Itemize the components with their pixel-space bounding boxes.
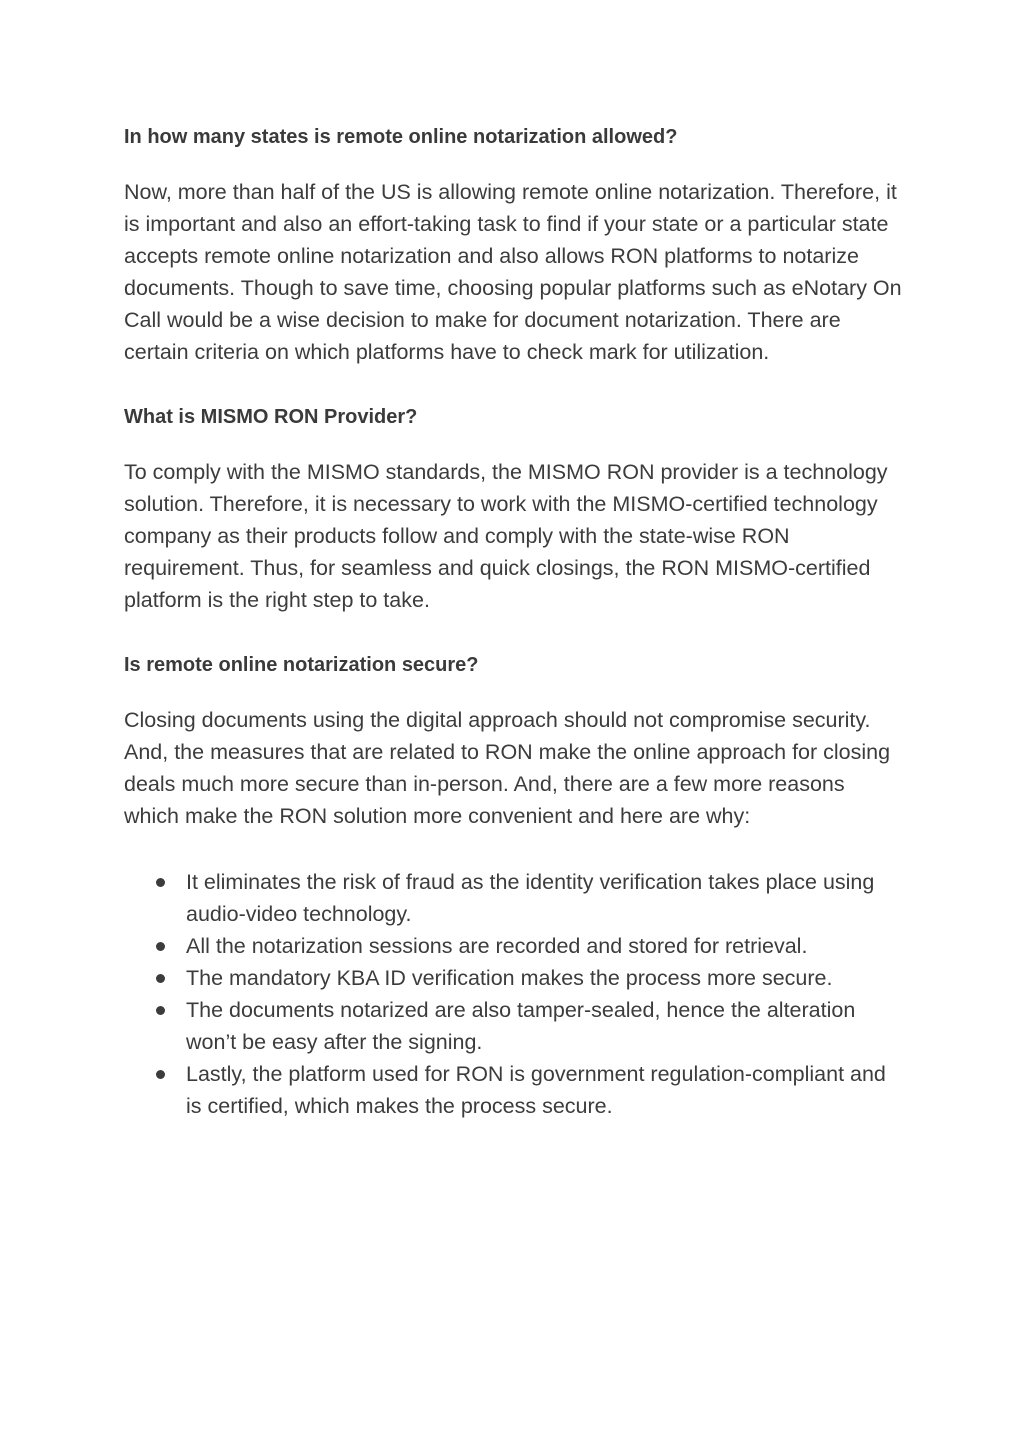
section-heading-states: In how many states is remote online notarization allowed?	[124, 126, 678, 148]
section-paragraph-security: Closing documents using the digital approach should not compromise security. And, the measures that are related to RON make the online approach for closing deals much more secure than in-person. And, there are a few more reasons which make the RON solution more convenient and here are why:	[124, 708, 891, 828]
list-item-text: It eliminates the risk of fraud as the identity verification takes place using audio-video technology.	[186, 870, 875, 926]
bullet-icon	[156, 878, 165, 887]
list-item-text: Lastly, the platform used for RON is government regulation-compliant and is certified, which makes the process secure.	[186, 1062, 886, 1118]
list-item-text: All the notarization sessions are recorded and stored for retrieval.	[186, 934, 808, 958]
list-item	[124, 962, 904, 994]
bullet-icon	[156, 974, 165, 983]
list-item	[124, 994, 904, 1058]
section-paragraph-mismo: To comply with the MISMO standards, the MISMO RON provider is a technology solution. Therefore, it is necessary to work with the MISMO-certified technology company as their products follow and comply with the state-wise RON requirement. Thus, for seamless and quick closings, the RON MISMO-certified platform is the right step to take.	[124, 460, 888, 612]
section-heading-mismo: What is MISMO RON Provider?	[124, 406, 418, 428]
document-page	[124, 122, 904, 1122]
bullet-icon	[156, 1070, 165, 1079]
section-heading-security: Is remote online notarization secure?	[124, 654, 479, 676]
list-item-text: The mandatory KBA ID verification makes the process more secure.	[186, 966, 833, 990]
bullet-icon	[156, 1006, 165, 1015]
list-item	[124, 930, 904, 962]
section-paragraph-states: Now, more than half of the US is allowing remote online notarization. Therefore, it is important and also an effort-taking task to find if your state or a particular state accepts remote online notarization and also allows RON platforms to notarize documents. Though to save time, choosing popular platforms such as eNotary On Call would be a wise decision to make for document notarization. There are certain criteria on which platforms have to check mark for utilization.	[124, 180, 902, 364]
list-item-text: The documents notarized are also tamper-sealed, hence the alteration won’t be easy after the signing.	[186, 998, 856, 1054]
list-item	[124, 1058, 904, 1122]
list-item	[124, 866, 904, 930]
bullet-icon	[156, 942, 165, 951]
security-reasons-list	[124, 866, 904, 1122]
